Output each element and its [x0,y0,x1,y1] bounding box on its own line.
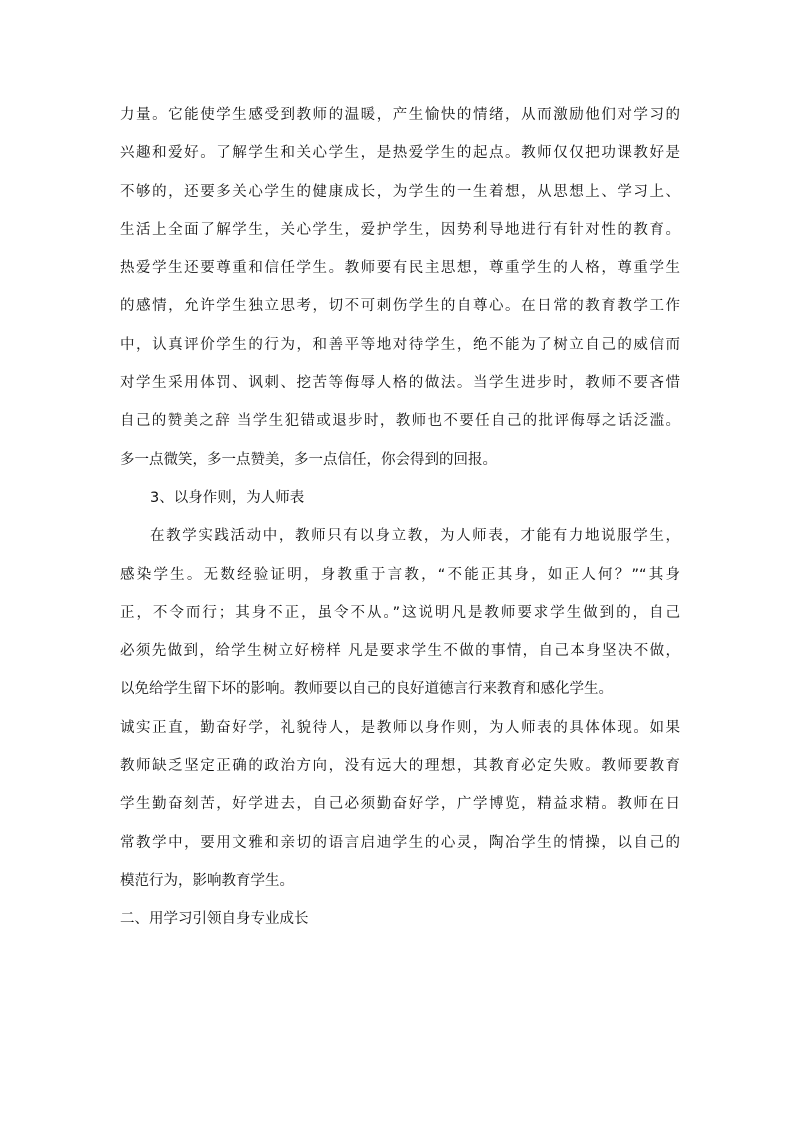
paragraph-line: 对学生采用体罚、讽刺、挖苦等侮辱人格的做法。当学生进步时，教师不要吝惜 [120,375,680,392]
paragraph-line: 热爱学生还要尊重和信任学生。教师要有民主思想，尊重学生的人格，尊重学生 [120,260,680,277]
section-subheading: 3、以身作则，为人师表 [150,489,305,506]
paragraph-line: 诚实正直，勤奋好学，礼貌待人，是教师以身作则，为人师表的具体体现。如果 [120,719,680,736]
paragraph-line: 以免给学生留下坏的影响。教师要以自己的良好道德言行来教育和感化学生。 [120,681,613,698]
paragraph-line: 必须先做到，给学生树立好榜样 凡是要求学生不做的事情，自己本身坚决不做， [120,643,680,660]
paragraph-line: 兴趣和爱好。了解学生和关心学生，是热爱学生的起点。教师仅仅把功课教好是 [120,145,680,162]
paragraph-line: 的感情，允许学生独立思考，切不可刺伤学生的自尊心。在日常的教育教学工作 [120,298,680,315]
section-heading: 二、用学习引领自身专业成长 [120,911,309,928]
paragraph-line: 不够的，还要多关心学生的健康成长，为学生的一生着想，从思想上、学习上、 [120,183,680,200]
paragraph-line: 模范行为，影响教育学生。 [120,872,294,889]
body-text [120,96,680,939]
paragraph-line: 感染学生。无数经验证明，身教重于言教，“不能正其身，如正人何？”“其身 [120,566,680,583]
paragraph-line: 生活上全面了解学生，关心学生，爱护学生，因势利导地进行有针对性的教育。 [120,221,680,238]
paragraph-line: 力量。它能使学生感受到教师的温暖，产生愉快的情绪，从而激励他们对学习的 [120,107,680,123]
paragraph-line: 自己的赞美之辞 当学生犯错或退步时，教师也不要任自己的批评侮辱之话泛滥。 [120,413,680,430]
paragraph-line: 常教学中，要用文雅和亲切的语言启迪学生的心灵，陶冶学生的情操，以自己的 [120,834,680,851]
paragraph-line: 学生勤奋刻苦，好学进去，自己必须勤奋好学，广学博览，精益求精。教师在日 [120,796,680,813]
paragraph-line: 多一点微笑，多一点赞美，多一点信任，你会得到的回报。 [120,451,497,468]
paragraph-line: 在教学实践活动中，教师只有以身立教，为人师表，才能有力地说服学生， [150,528,680,545]
paragraph-line: 教师缺乏坚定正确的政治方向，没有远大的理想，其教育必定失败。教师要教育 [120,758,680,775]
paragraph-line: 正，不令而行；其身不正，虽令不从。”这说明凡是教师要求学生做到的，自己 [120,604,680,621]
paragraph-line: 中，认真评价学生的行为，和善平等地对待学生，绝不能为了树立自己的威信而 [120,336,680,353]
